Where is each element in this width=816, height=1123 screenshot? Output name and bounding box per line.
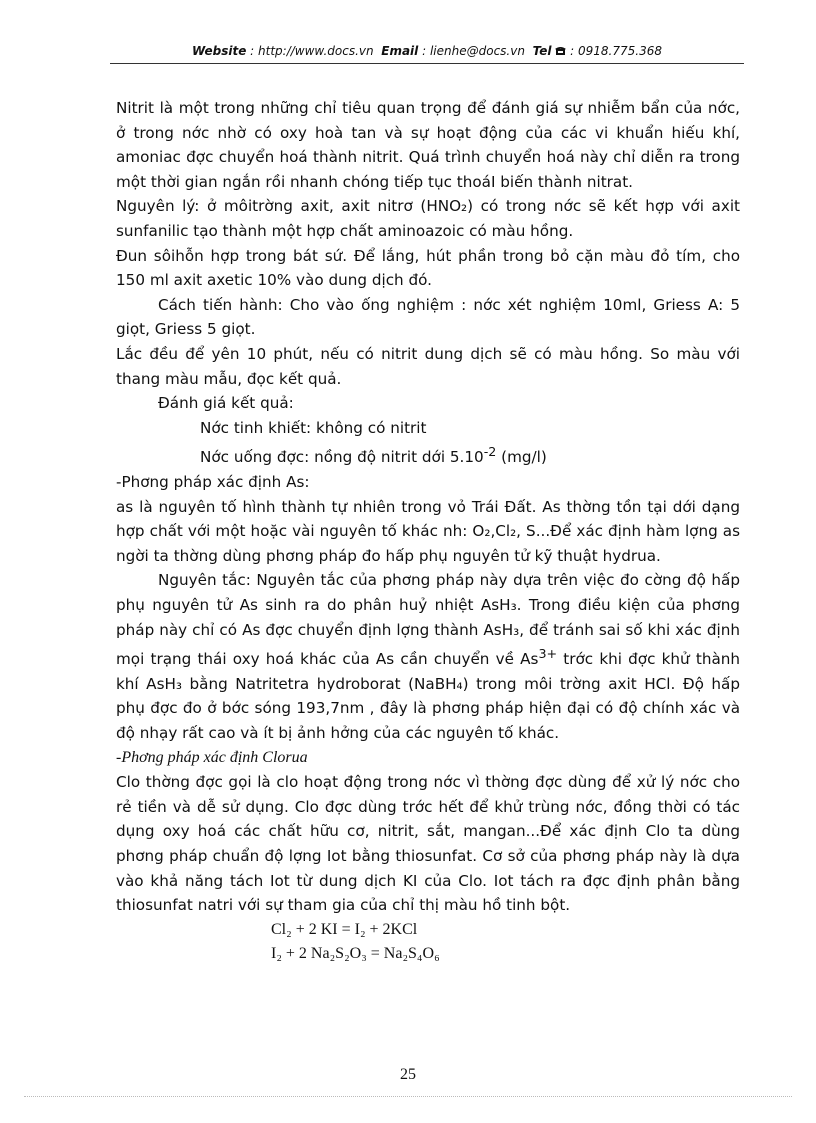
heading-as-method: -Phơng pháp xác định As: [116,472,310,491]
footer-divider [24,1096,792,1097]
drinking-water-unit: (mg/l) [496,448,547,467]
paragraph-as-intro: as là nguyên tố hình thành tự nhiên trong vỏ Trái Đất. As thờng tồn tại dới dạng hợp chất với một hoặc vài nguyên tố khác nh: O₂,Cl₂, S...Để xác định hàm lợng as ngời ta thờng dùng phơng pháp đo hấp phụ nguyên tử kỹ thuật hydrua. [116,497,740,565]
as-principle-text: Nguyên tắc: Nguyên tắc của phơng pháp này dựa trên việc đo cờng độ hấp phụ nguyên tử As sinh ra do phân huỷ nhiệt AsH₃. Trong điều kiện của phơng pháp này chỉ có As đợc chuyển định lợng thành AsH₃, để tránh sai số khi xác định mọi trạng thái oxy hoá khác của As cần chuyển về As [116,571,740,669]
paragraph-shake: Lắc đều để yên 10 phút, nếu có nitrit dung dịch sẽ có màu hồng. So màu với thang màu mẫu, đọc kết quả. [116,344,740,388]
paragraph-procedure: Cách tiến hành: Cho vào ống nghiệm : nớc xét nghiệm 10ml, Griess A: 5 giọt, Griess 5 giọt. [116,295,740,339]
drinking-water-exponent: -2 [483,444,497,460]
email-value[interactable]: : lienhe@docs.vn [422,44,525,58]
paragraph-pure-water: Nớc tinh khiết: không có nitrit [200,418,427,437]
as-oxidation-state: 3+ [538,646,558,662]
equation-2: I₂ + 2 Na₂S₂O₃ = Na₂S₄O₆ [271,945,440,963]
equation-1: Cl₂ + 2 KI = I₂ + 2KCl [271,920,418,938]
tel-label: Tel [532,44,552,58]
paragraph-principle: Nguyên lý: ở môitrờng axit, axit nitrơ (HNO₂) có trong nớc sẽ kết hợp với axit sunfanilic tạo thành một hợp chất aminoazoic có màu hồng. [116,197,740,240]
paragraph-as-principle [116,568,740,745]
paragraph-drinking-water [116,440,740,470]
page-number: 25 [400,1066,416,1083]
website-label: Website [192,44,247,58]
website-url[interactable]: : http://www.docs.vn [250,44,374,58]
document-body [116,96,740,967]
as-principle-text-cont: trớc khi đợc khử thành khí AsH₃ bằng Natritetra hydroborat (NaBH₄) trong môi trờng axit HCl. Độ hấp phụ đợc đo ở bớc sóng 193,7nm , đây là phơng pháp hiện đại có độ chính xác và độ nhạy rất cao và ít bị ảnh hởng của các nguyên tố khác. [116,650,741,742]
paragraph-nitrit-intro: Nitrit là một trong những chỉ tiêu quan trọng để đánh giá sự nhiễm bẩn của nớc, ở trong nớc nhờ có oxy hoà tan và sự hoạt động của các vi khuẩn hiếu khí, amoniac đợc chuyển hoá thành nitrit. Quá trình chuyển hoá này chỉ diễn ra trong một thời gian ngắn rồi nhanh chóng tiếp tục thoáI biến thành nitrat. [116,99,740,191]
heading-chloride-method: -Phơng pháp xác định Clorua [116,748,308,766]
paragraph-chloride: Clo thờng đợc gọi là clo hoạt động trong nớc vì thờng đợc dùng để xử lý nớc cho rẻ tiền và dễ sử dụng. Clo đợc dùng trớc hết để khử trùng nớc, đồng thời có tác dụng oxy hoá các chất hữu cơ, nitrit, sắt, mangan...Để xác định Clo ta dùng phơng pháp chuẩn độ lợng Iot bằng thiosunfat. Cơ sở của phơng pháp này là dựa vào khả năng tách Iot từ dung dịch KI của Clo. Iot tách ra đợc định phân bằng thiosunfat natri với sự tham gia của chỉ thị màu hồ tinh bột. [116,773,740,915]
page-header [110,44,744,58]
tel-value: : 0918.775.368 [570,44,662,58]
phone-icon [555,44,570,58]
paragraph-boil: Đun sôihỗn hợp trong bát sứ. Để lắng, hút phần trong bỏ cặn màu đỏ tím, cho 150 ml axit axetic 10% vào dung dịch đó. [116,246,740,290]
email-label: Email [381,44,419,58]
paragraph-evaluation: Đánh giá kết quả: [158,394,294,413]
drinking-water-text: Nớc uống đợc: nồng độ nitrit dới 5.10 [200,448,484,467]
header-divider [110,63,744,64]
